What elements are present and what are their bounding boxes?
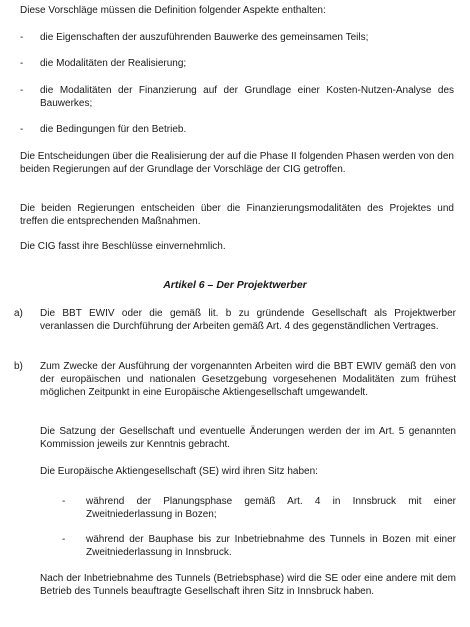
list-item: Die BBT EWIV oder die gemäß lit. b zu gründende Gesellschaft als Projektwerber veranlassen die Durchführung der Arbeiten gemäß Art. 4 des gegenständlichen Vertrages.	[40, 308, 456, 332]
paragraph: Die CIG fasst ihre Beschlüsse einvernehmlich.	[20, 241, 226, 252]
bullet-dash: -	[20, 124, 24, 135]
sub-bullet-dash: -	[62, 496, 66, 507]
sub-bullet-item: während der Bauphase bis zur Inbetriebnahme des Tunnels in Bozen mit einer Zweitniederlassung in Innsbruck.	[86, 534, 456, 558]
sub-bullet-item: während der Planungsphase gemäß Art. 4 in Innsbruck mit einer Zweitniederlassung in Bozen;	[86, 496, 456, 520]
paragraph: Die beiden Regierungen entscheiden über die Finanzierungsmodalitäten des Projektes und treffen die entsprechenden Maßnahmen.	[20, 203, 454, 227]
sub-bullet-dash: -	[62, 534, 66, 545]
bullet-dash: -	[20, 85, 24, 96]
bullet-dash: -	[20, 32, 24, 43]
closing-paragraph: Nach der Inbetriebnahme des Tunnels (Betriebsphase) wird die SE oder eine andere mit dem Betrieb des Tunnels beauftragte Gesellschaft ihren Sitz in Innsbruck haben.	[40, 573, 456, 597]
item-letter: a)	[14, 308, 23, 319]
paragraph: Die Satzung der Gesellschaft und eventuelle Änderungen werden der im Art. 5 genannten Kommission jeweils zur Kenntnis gebracht.	[40, 426, 456, 450]
article-heading: Artikel 6 – Der Projektwerber	[163, 279, 307, 291]
item-letter: b)	[14, 361, 23, 372]
bullet-item: die Eigenschaften der auszuführenden Bauwerke des gemeinsamen Teils;	[40, 32, 369, 43]
bullet-item: die Modalitäten der Realisierung;	[40, 58, 187, 69]
paragraph: Die Entscheidungen über die Realisierung der auf die Phase II folgenden Phasen werden von den beiden Regierungen auf der Grundlage der Vorschläge der CIG getroffen.	[20, 151, 454, 175]
intro-text: Diese Vorschläge müssen die Definition folgender Aspekte enthalten:	[20, 5, 326, 16]
list-item: Zum Zwecke der Ausführung der vorgenannten Arbeiten wird die BBT EWIV gemäß den von der europäischen und nationalen Gesetzgebung vorgesehenen Modalitäten zum frühest möglichen Zeitpunkt in eine Europäische Aktiengesellschaft umgewandelt.	[40, 361, 456, 398]
paragraph: Die Europäische Aktiengesellschaft (SE) wird ihren Sitz haben:	[40, 466, 318, 477]
bullet-dash: -	[20, 58, 24, 69]
bullet-item: die Bedingungen für den Betrieb.	[40, 124, 187, 135]
bullet-item: die Modalitäten der Finanzierung auf der Grundlage einer Kosten-Nutzen-Analyse des Bauwerkes;	[40, 85, 454, 109]
